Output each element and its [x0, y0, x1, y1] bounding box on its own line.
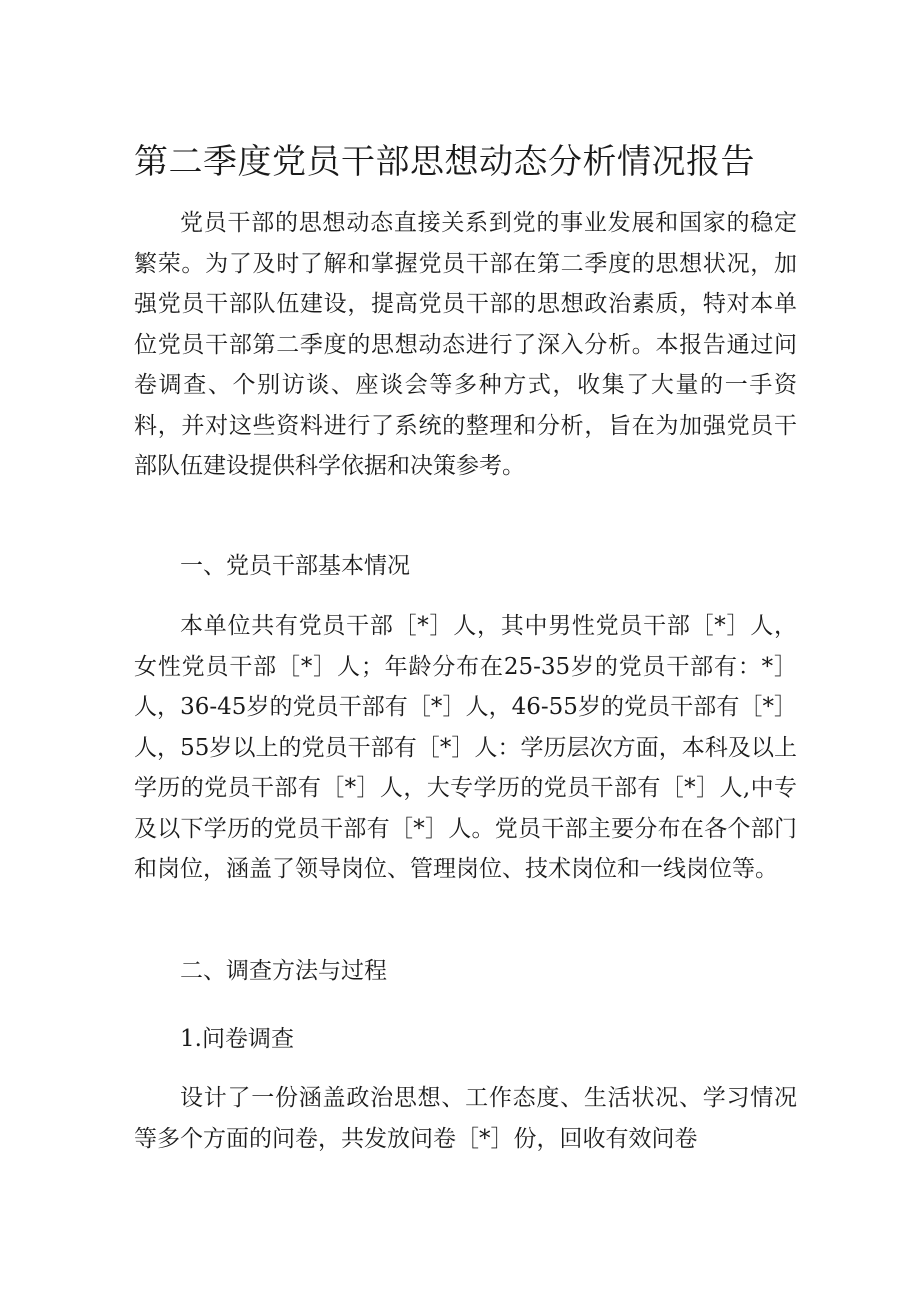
subsection-heading-questionnaire: 1.问卷调查 — [180, 1026, 294, 1052]
section-heading-basic-info: 一、党员干部基本情况 — [180, 553, 410, 579]
document-title: 第二季度党员干部思想动态分析情况报告 — [134, 142, 755, 182]
basic-info-paragraph: 本单位共有党员干部［*］人，其中男性党员干部［*］人，女性党员干部［*］人；年龄分布在25-35岁的党员干部有：*］人，36-45岁的党员干部有［*］人，46-55岁的党员干部有［*］人，55岁以上的党员干部有［*］人：学历层次方面，本科及以上学历的党员干部有［*］人，大专学历的党员干部有［*］人,中专及以下学历的党员干部有［*］人。党员干部主要分布在各个部门和岗位，涵盖了领导岗位、管理岗位、技术岗位和一线岗位等。 — [134, 613, 798, 882]
questionnaire-paragraph: 设计了一份涵盖政治思想、工作态度、生活状况、学习情况等多个方面的问卷，共发放问卷［*］份，回收有效问卷 — [134, 1085, 797, 1152]
intro-paragraph: 党员干部的思想动态直接关系到党的事业发展和国家的稳定繁荣。为了及时了解和掌握党员干部在第二季度的思想状况，加强党员干部队伍建设，提高党员干部的思想政治素质，特对本单位党员干部第二季度的思想动态进行了深入分析。本报告通过问卷调查、个别访谈、座谈会等多种方式，收集了大量的一手资料，并对这些资料进行了系统的整理和分析，旨在为加强党员干部队伍建设提供科学依据和决策参考。 — [134, 210, 797, 479]
section-heading-methods: 二、调查方法与过程 — [180, 958, 387, 984]
